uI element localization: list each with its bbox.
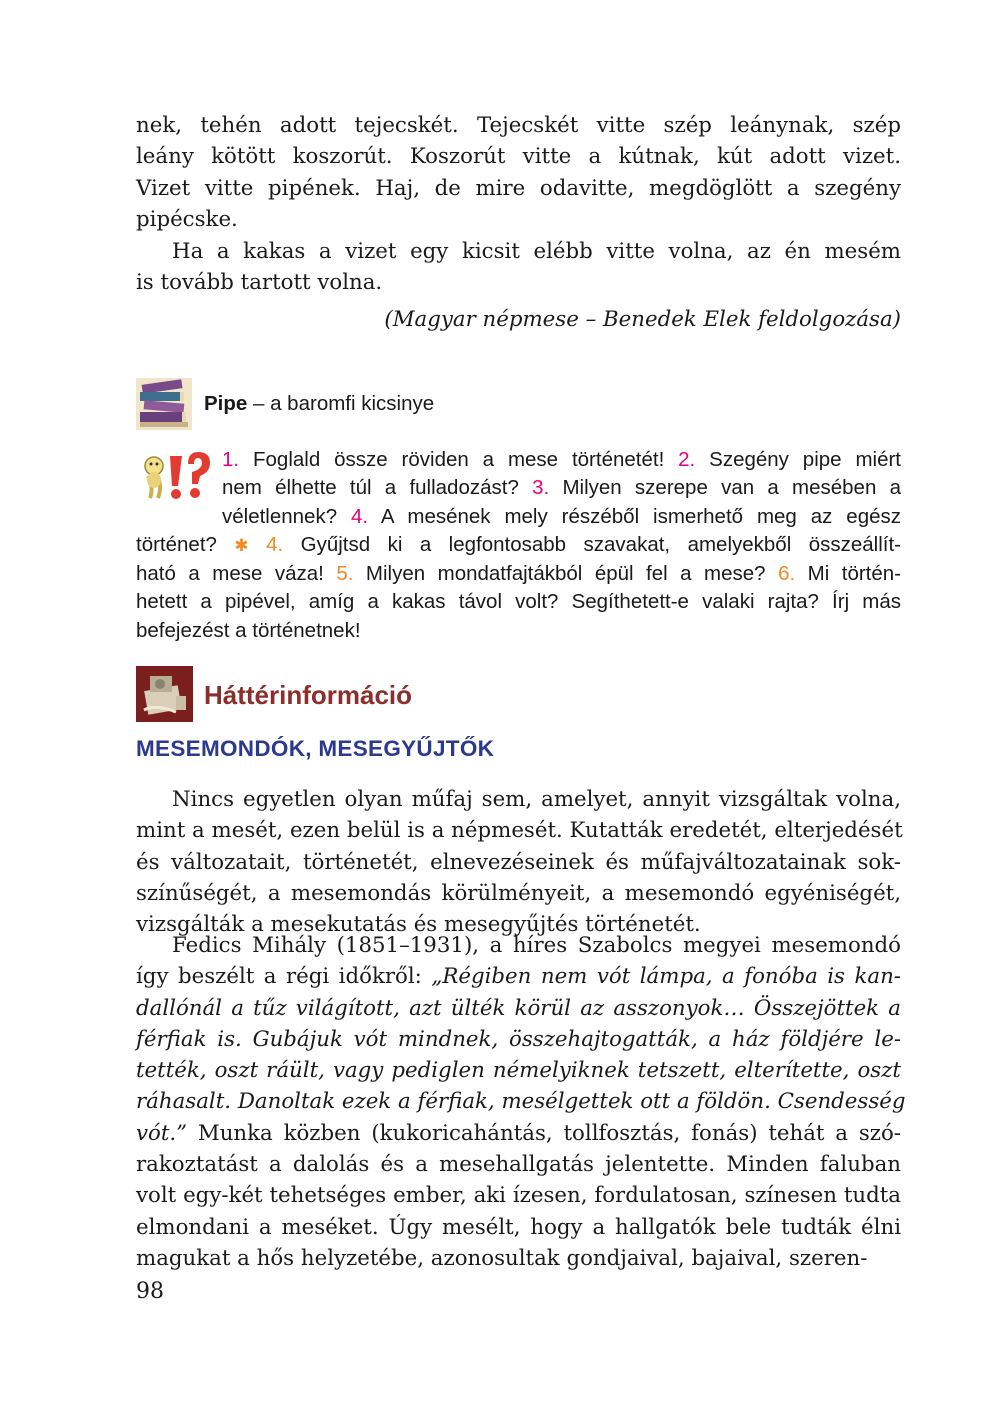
text-segment: történet? [136,532,235,556]
story-source: (Magyar népmese – Benedek Elek feldolgozása) [384,307,901,332]
text-line [136,1212,901,1243]
task-number: 2. [678,448,696,471]
text-line: mint a mesét, ezen belül is a népmesét. Kutatták eredetét, elterjedését [136,818,903,844]
task-number: 1. [222,448,240,471]
text-segment: befejezést a történetnek! [136,618,361,642]
text-segment: Munka közben (kukoricahántás, tollfosztás, fonás) tehát a szó- [187,1120,901,1146]
task-number-advanced: 4. [266,532,284,556]
background-paragraph-1 [136,784,901,940]
text-segment: férfiak is. Gubájuk vót mindnek, összehajtogatták, a ház földjére le- [136,1026,901,1052]
text-segment: Fedics Mihály (1851–1931), a híres Szabolcs megyei mesemondó [172,933,901,958]
text-segment: volt egy-két tehetséges ember, aki ízesen, fordulatosan, színesen tudta [136,1183,901,1209]
text-segment: Milyen mondatfajtákból épül fel a mese? [353,562,779,586]
text-line [136,1055,901,1086]
text-line: Vizet vitte pipének. Haj, de mire odavitte, megdöglött a szegény [136,175,901,201]
page-number: 98 [136,1279,164,1304]
text-segment: tették, oszt ráült, vagy pediglen némelyiknek tetszett, elterítette, oszt [136,1058,901,1084]
text-segment: vót.” [136,1120,188,1146]
text-segment: véletlennek? [222,504,352,528]
text-segment: A mesének mely részéből ismerhető meg az egész [368,504,902,528]
background-paragraph-2 [136,930,906,1274]
task-line [136,588,901,616]
text-line [136,1149,901,1180]
archive-scroll-icon [136,666,193,722]
text-line: pipécske. [136,206,238,232]
text-line: színűségét, a mesemondás körülményeit, a mesemondó egyéniségét, [136,880,901,906]
text-line [136,1086,906,1117]
task-line [136,446,901,474]
task-number-advanced: 6. [778,562,796,586]
text-segment: dallónál a tűz világított, azt ülték körül az asszonyok… Összejöttek a [136,995,901,1021]
text-line [136,1243,901,1274]
text-line: Nincs egyetlen olyan műfaj sem, amelyet, annyit vizsgáltak volna, [172,787,901,812]
task-list [136,446,901,645]
task-line [136,617,901,645]
text-segment: Szegény pipe miért [695,448,902,471]
text-segment: Gyűjtsd ki a legfontosabb szavakat, amelyekből összeállít- [283,532,901,556]
task-line [136,503,901,531]
text-segment: Mi történ- [795,562,901,586]
text-line: is tovább tartott volna. [136,270,383,296]
books-icon [136,378,192,430]
text-segment: így beszélt a régi időkről: [136,964,432,990]
task-line [136,474,901,502]
text-line [136,930,901,961]
task-line [136,560,901,588]
text-segment: rakoztatást a dalolás és a mesehallgatás jelentette. Minden faluban [136,1152,901,1178]
text-line [136,1180,901,1211]
text-segment: hetett a pipével, amíg a kakas távol volt? Segíthetett-e valaki rajta? Írj más [136,590,901,614]
text-line [136,961,901,992]
glossary-definition: – a baromfi kicsinye [247,392,435,415]
text-line: leány kötött koszorút. Koszorút vitte a kútnak, kút adott vizet. [136,144,901,170]
text-line [136,993,901,1024]
text-segment: elmondani a meséket. Úgy mesélt, hogy a hallgatók bele tudták élni [136,1214,901,1240]
glossary-term: Pipe [204,392,248,415]
text-segment: nem élhette túl a fulladozást? [222,476,533,500]
background-title: Háttérinformáció [204,680,413,710]
task-line [136,531,901,560]
task-number: 3. [532,476,550,500]
text-line: Ha a kakas a vizet egy kicsit elébb vitte volna, az én mesém [172,239,901,264]
glossary-entry [204,390,434,418]
text-line [136,1118,901,1149]
task-number-advanced: 5. [336,562,354,586]
text-line: nek, tehén adott tejecskét. Tejecskét vitte szép leánynak, szép [136,113,901,138]
text-segment: „Régiben nem vót lámpa, a fonóba is kan- [431,964,901,990]
text-segment: ható a mese váza! [136,562,337,586]
story-paragraph [136,110,901,235]
text-line: vizsgálták a mesekutatás és mesegyűjtés történetét. [136,912,701,938]
story-closing-paragraph [136,236,901,299]
text-segment: magukat a hős helyzetébe, azonosultak gondjaival, bajaival, szeren- [136,1245,868,1271]
section-title: MESEMONDÓK, MESEGYŰJTŐK [136,736,495,761]
text-segment: ráhasalt. Danoltak ezek a férfiak, mesélgettek ott a földön. Csendesség [136,1089,906,1115]
text-segment: Foglald össze röviden a mese történetét! [239,448,679,471]
text-line [136,1024,901,1055]
text-segment [249,533,266,556]
task-number: 4. [351,504,369,528]
text-segment: Milyen szerepe van a mesében a [549,476,901,500]
orange-star-icon: ✱ [234,535,249,555]
text-line: és változatait, történetét, elnevezéseinek és műfajváltozatainak sok- [136,849,901,875]
